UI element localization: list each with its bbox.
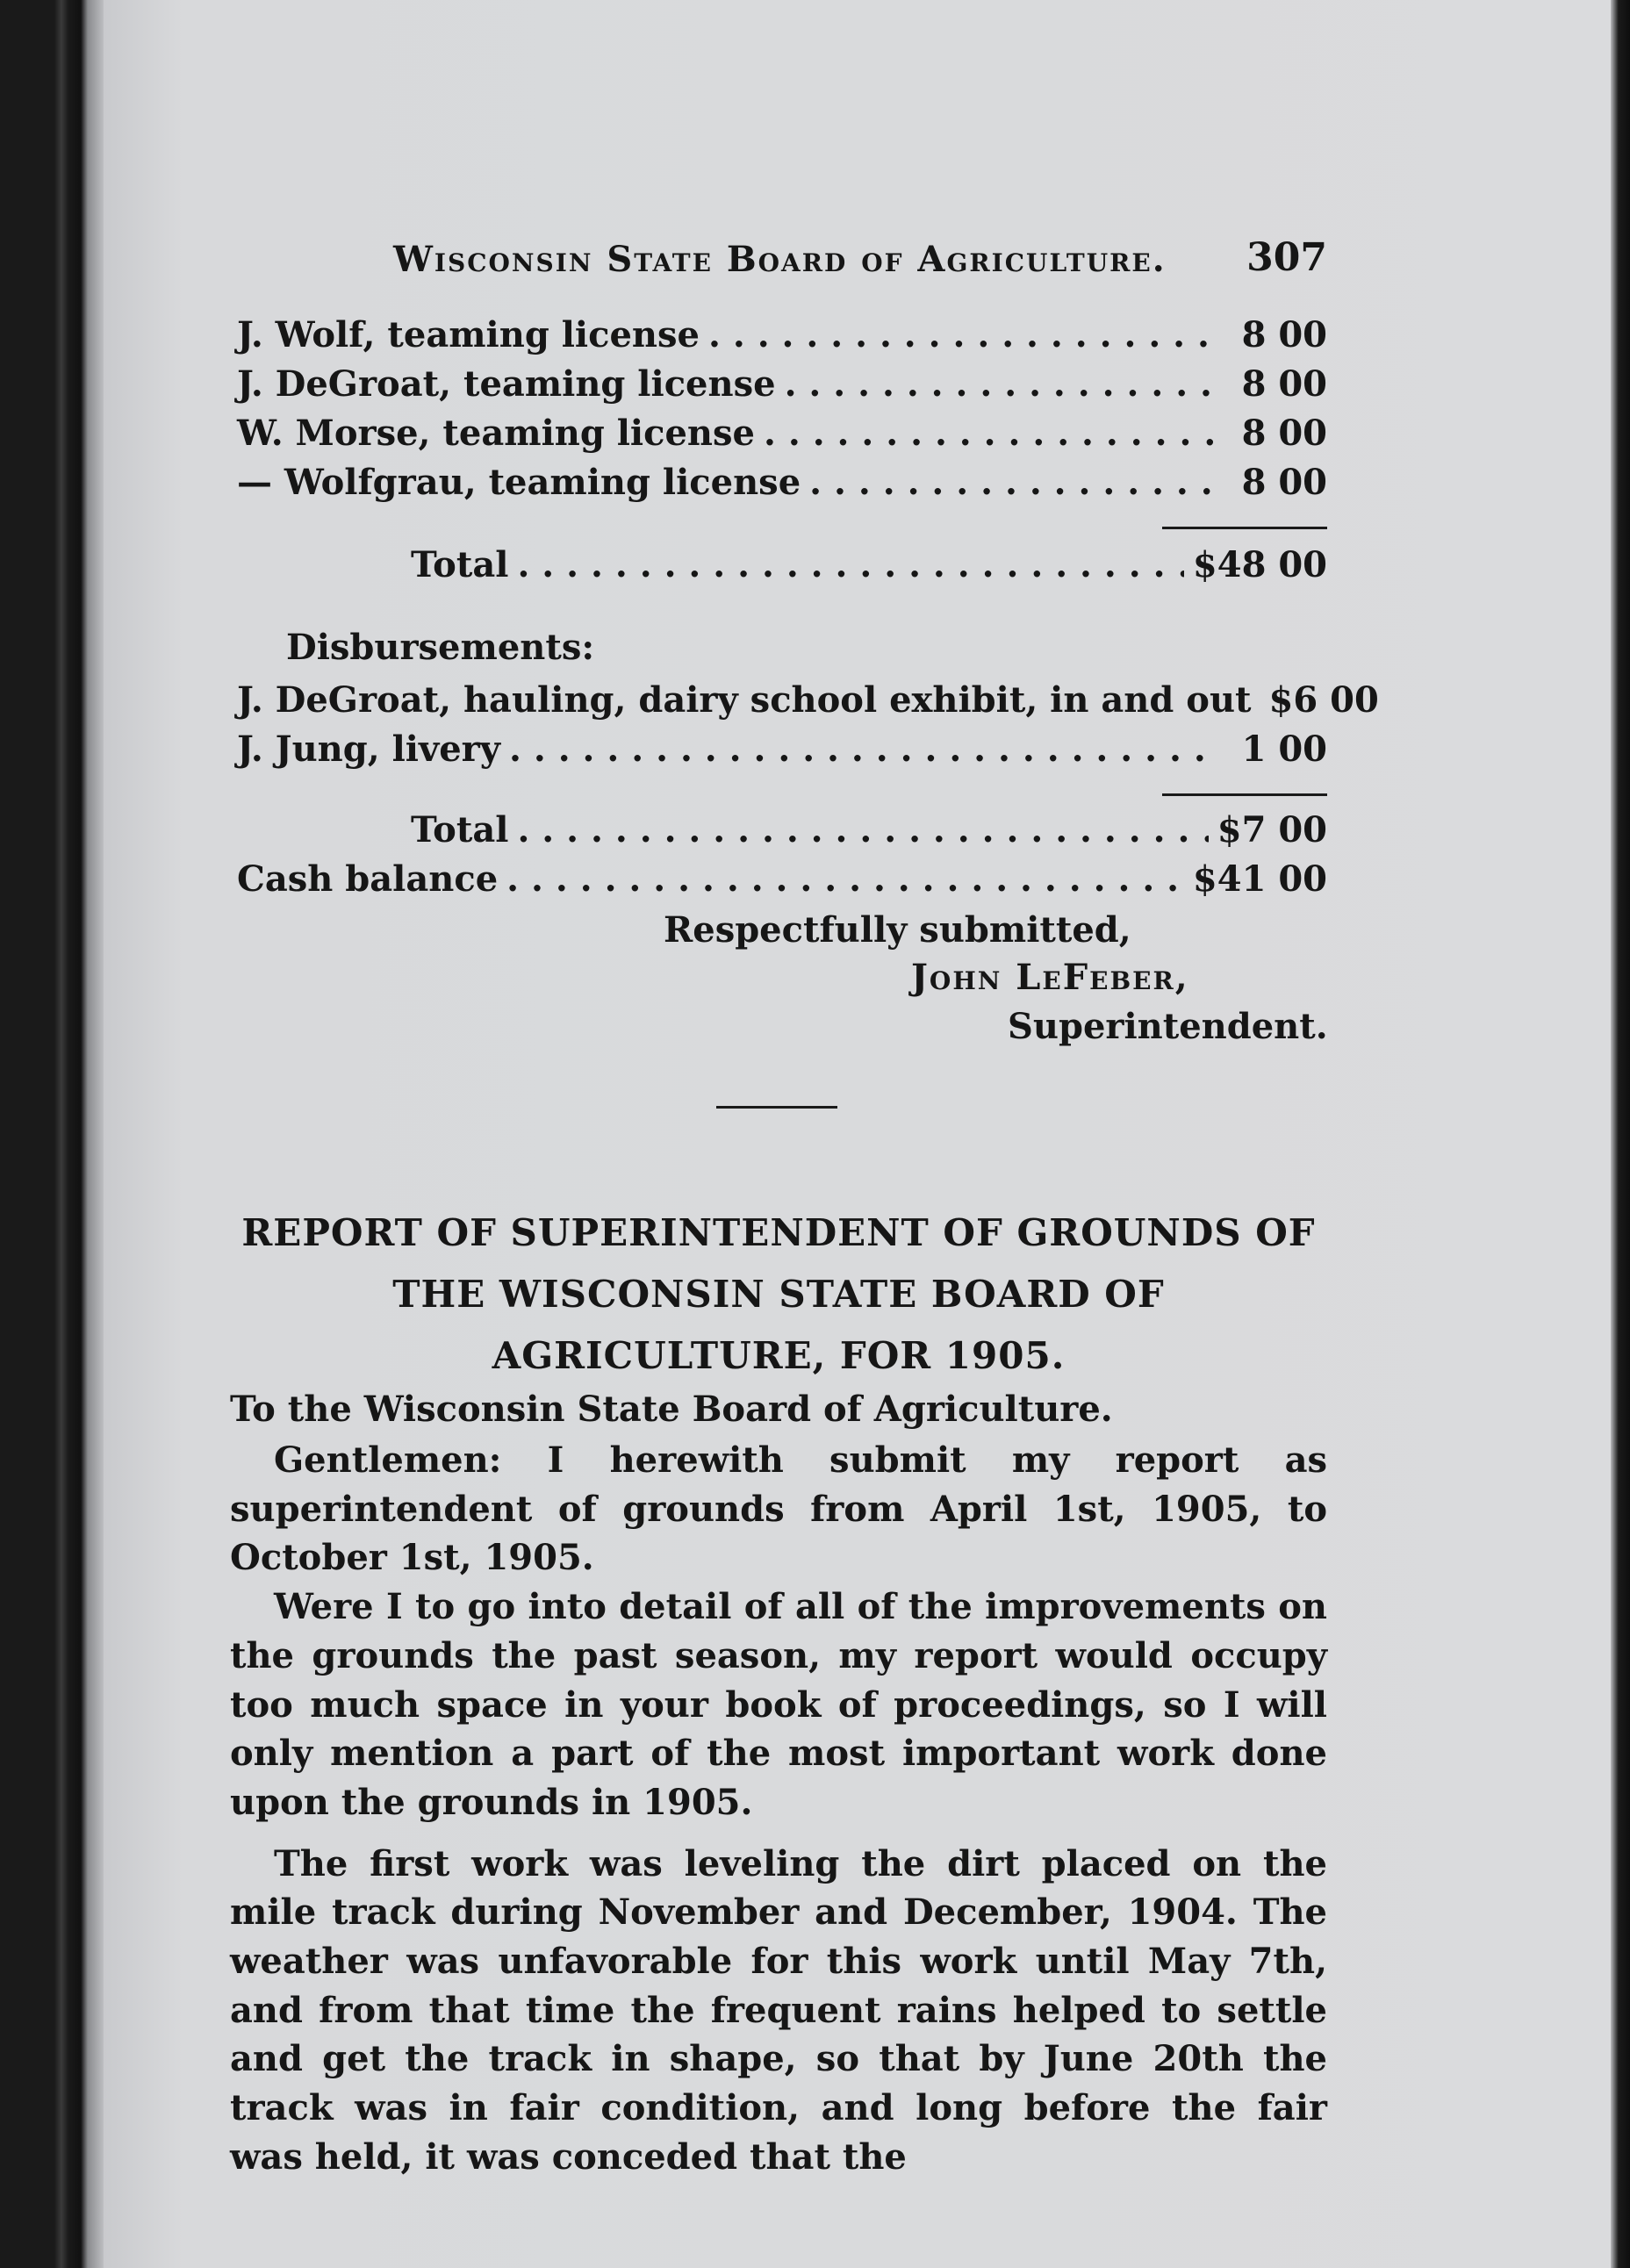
sum-rule	[1162, 527, 1327, 529]
disbursements-total-row: Total . . . $7 00	[411, 809, 1327, 853]
receipts-total-row: Total . . . $48 00	[411, 544, 1327, 588]
cash-balance-row: Cash balance . . . $41 00	[237, 858, 1327, 902]
signatory-role: Superintendent.	[1008, 1006, 1328, 1047]
page-edge	[1611, 0, 1630, 2268]
ledger-row: J. Wolf, teaming license . . . 8 00	[237, 314, 1327, 358]
report-body	[230, 1436, 1327, 2182]
ledger-row: W. Morse, teaming license . . . 8 00	[237, 413, 1327, 456]
signatory-name: John LeFeber,	[911, 957, 1189, 998]
disbursements-heading: Disbursements:	[286, 627, 595, 668]
book-spine	[0, 0, 104, 2268]
ledger-row: J. DeGroat, hauling, dairy school exhibit, in and out $6 00	[237, 679, 1379, 721]
running-header	[393, 230, 1327, 283]
closing: Respectfully submitted,	[664, 909, 1131, 951]
ledger-row: J. Jung, livery . . . 1 00	[237, 728, 1327, 772]
section-divider	[716, 1106, 837, 1109]
ledger-row: J. DeGroat, teaming license . . . 8 00	[237, 363, 1327, 407]
paragraph: Gentlemen: I herewith submit my report as superintendent of grounds from April 1st, 1905, to October 1st, 1905.	[230, 1439, 1327, 1579]
running-title: Wisconsin State Board of Agriculture.	[393, 239, 1167, 280]
report-title: REPORT OF SUPERINTENDENT OF GROUNDS OF THE WISCONSIN STATE BOARD OF AGRICULTURE, FOR 1905.	[241, 1211, 1316, 1377]
salutation: To the Wisconsin State Board of Agriculture.	[230, 1389, 1113, 1430]
sum-rule	[1162, 793, 1327, 796]
paragraph: Were I to go into detail of all of the improvements on the grounds the past season, my report would occupy too much space in your book of proceedings, so I will only mention a part of the most important work done upon the grounds in 1905.	[230, 1586, 1327, 1823]
page-number: 307	[1246, 235, 1327, 280]
ledger-row: — Wolfgrau, teaming license . . . 8 00	[237, 462, 1327, 506]
paragraph: The first work was leveling the dirt placed on the mile track during November and December, 1904. The weather was unfavorable for this work until May 7th, and from that time the frequent rains helped to settle and get the track in shape, so that by June 20th the track was in fair condition, and long before the fair was held, it was conceded that the	[230, 1842, 1327, 2178]
